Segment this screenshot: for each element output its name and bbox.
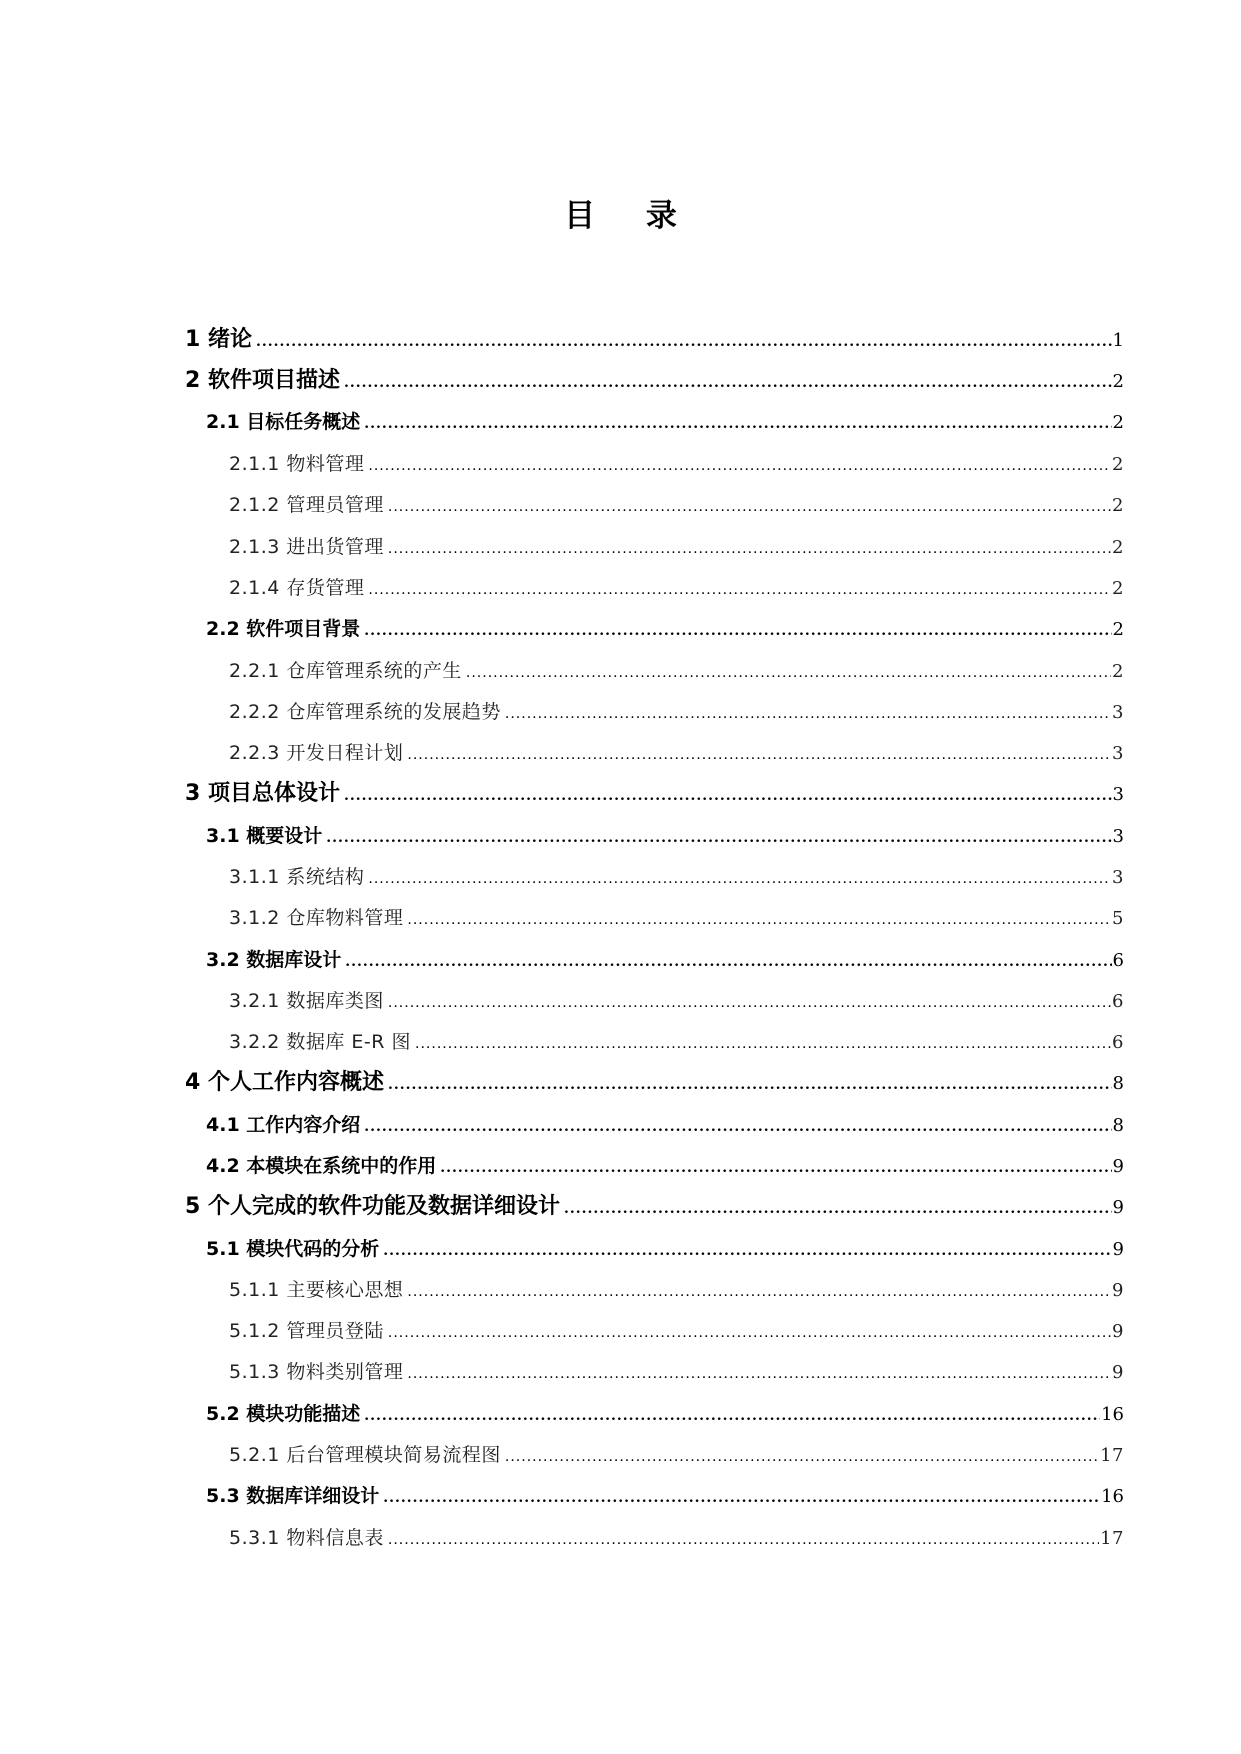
toc-dot-leader — [440, 1153, 1111, 1183]
toc-dot-leader — [388, 492, 1111, 522]
toc-page-number: 16 — [1101, 1486, 1124, 1507]
toc-entry-level-3[interactable] — [229, 573, 1124, 603]
toc-page-number: 2 — [1112, 412, 1124, 433]
toc-dot-leader — [415, 1029, 1111, 1059]
toc-entry-label: 2.1 目标任务概述 — [206, 411, 361, 433]
toc-dot-leader — [364, 616, 1111, 646]
toc-entry-label: 2.1.1 物料管理 — [229, 453, 365, 475]
toc-dot-leader — [364, 409, 1111, 439]
toc-dot-leader — [388, 1318, 1111, 1348]
toc-entry-level-1[interactable] — [185, 779, 1124, 809]
toc-entry-label: 4 个人工作内容概述 — [185, 1070, 384, 1095]
toc-dot-leader — [326, 823, 1111, 853]
toc-page-number: 8 — [1112, 1073, 1124, 1094]
toc-entry-label: 5.1 模块代码的分析 — [206, 1238, 380, 1260]
toc-entry-level-1[interactable] — [185, 366, 1124, 396]
toc-page-number: 2 — [1112, 661, 1124, 682]
toc-entry-label: 3.1.2 仓库物料管理 — [229, 907, 404, 929]
toc-page-number: 9 — [1112, 1239, 1124, 1260]
toc-dot-leader — [383, 1236, 1111, 1266]
toc-entry-level-3[interactable] — [229, 1523, 1124, 1553]
toc-page-number: 2 — [1112, 619, 1124, 640]
toc-entry-level-2[interactable] — [206, 821, 1124, 851]
toc-dot-leader — [368, 864, 1111, 894]
toc-entry-level-3[interactable] — [229, 449, 1124, 479]
toc-entry-label: 2.2.2 仓库管理系统的发展趋势 — [229, 701, 501, 723]
toc-entry-level-3[interactable] — [229, 697, 1124, 727]
toc-dot-leader — [388, 1525, 1099, 1555]
toc-entry-level-1[interactable] — [185, 1192, 1124, 1222]
toc-entry-label: 5.2 模块功能描述 — [206, 1403, 361, 1425]
toc-page-number: 9 — [1112, 1280, 1124, 1301]
toc-page-number: 9 — [1112, 1362, 1124, 1383]
toc-entry-level-2[interactable] — [206, 1481, 1124, 1511]
toc-dot-leader — [364, 1112, 1111, 1142]
toc-dot-leader — [407, 1359, 1111, 1389]
toc-page-number: 5 — [1112, 908, 1124, 929]
toc-entry-label: 2.1.2 管理员管理 — [229, 494, 384, 516]
toc-entry-level-3[interactable] — [229, 1027, 1124, 1057]
toc-page-number: 1 — [1112, 330, 1124, 351]
toc-entry-label: 2.2.3 开发日程计划 — [229, 742, 404, 764]
toc-entry-label: 5.3 数据库详细设计 — [206, 1485, 380, 1507]
toc-page-number: 2 — [1112, 578, 1124, 599]
toc-entry-level-2[interactable] — [206, 1399, 1124, 1429]
toc-entry-label: 3.2 数据库设计 — [206, 949, 342, 971]
toc-entry-level-3[interactable] — [229, 656, 1124, 686]
toc-entry-level-3[interactable] — [229, 903, 1124, 933]
toc-entry-level-3[interactable] — [229, 986, 1124, 1016]
toc-page-number: 8 — [1112, 1115, 1124, 1136]
toc-page-number: 2 — [1112, 537, 1124, 558]
toc-entry-level-3[interactable] — [229, 862, 1124, 892]
toc-dot-leader — [345, 947, 1111, 977]
toc-page-number: 6 — [1112, 950, 1124, 971]
toc-entry-level-1[interactable] — [185, 325, 1124, 355]
toc-page-number: 2 — [1112, 454, 1124, 475]
toc-entry-level-3[interactable] — [229, 1440, 1124, 1470]
toc-dot-leader — [407, 905, 1111, 935]
toc-dot-leader — [368, 575, 1111, 605]
toc-entry-label: 3.2.1 数据库类图 — [229, 990, 384, 1012]
toc-entry-label: 1 绪论 — [185, 327, 252, 352]
toc-entry-level-2[interactable] — [206, 1151, 1124, 1181]
toc-entry-level-3[interactable] — [229, 532, 1124, 562]
toc-entry-label: 5.3.1 物料信息表 — [229, 1527, 384, 1549]
toc-page-number: 16 — [1101, 1404, 1124, 1425]
toc-entry-level-3[interactable] — [229, 1275, 1124, 1305]
toc-dot-leader — [388, 534, 1111, 564]
toc-entry-level-2[interactable] — [206, 1234, 1124, 1264]
toc-entry-label: 4.2 本模块在系统中的作用 — [206, 1155, 437, 1177]
toc-entry-label: 5.1.3 物料类别管理 — [229, 1361, 404, 1383]
toc-page-number: 2 — [1112, 495, 1124, 516]
toc-entry-level-2[interactable] — [206, 614, 1124, 644]
toc-dot-leader — [388, 1070, 1112, 1100]
toc-page-number: 2 — [1112, 371, 1124, 392]
toc-entry-level-2[interactable] — [206, 1110, 1124, 1140]
toc-page-number: 6 — [1112, 1032, 1124, 1053]
toc-entry-label: 3 项目总体设计 — [185, 781, 340, 806]
toc-dot-leader — [564, 1194, 1112, 1224]
toc-entry-level-3[interactable] — [229, 1316, 1124, 1346]
toc-entry-label: 5.1.1 主要核心思想 — [229, 1279, 404, 1301]
toc-page-number: 3 — [1112, 867, 1124, 888]
toc-dot-leader — [344, 781, 1112, 811]
toc-dot-leader — [256, 327, 1112, 357]
toc-dot-leader — [388, 988, 1111, 1018]
toc-page-number: 3 — [1112, 826, 1124, 847]
toc-entry-label: 5 个人完成的软件功能及数据详细设计 — [185, 1194, 560, 1219]
toc-dot-leader — [364, 1401, 1100, 1431]
toc-entry-label: 2.1.4 存货管理 — [229, 577, 365, 599]
toc-entry-label: 3.1.1 系统结构 — [229, 866, 365, 888]
toc-entry-label: 4.1 工作内容介绍 — [206, 1114, 361, 1136]
toc-page-number: 3 — [1112, 702, 1124, 723]
toc-page-number: 9 — [1112, 1321, 1124, 1342]
toc-entry-level-3[interactable] — [229, 490, 1124, 520]
toc-entry-level-3[interactable] — [229, 1357, 1124, 1387]
toc-entry-label: 5.2.1 后台管理模块简易流程图 — [229, 1444, 501, 1466]
toc-entry-label: 2.1.3 进出货管理 — [229, 536, 384, 558]
toc-dot-leader — [466, 658, 1111, 688]
toc-dot-leader — [407, 1277, 1111, 1307]
toc-page-number: 3 — [1112, 784, 1124, 805]
toc-entry-label: 3.1 概要设计 — [206, 825, 323, 847]
page-title: 目 录 — [564, 198, 697, 234]
toc-entry-label: 5.1.2 管理员登陆 — [229, 1320, 384, 1342]
toc-entry-level-3[interactable] — [229, 738, 1124, 768]
toc-entry-label: 2.2.1 仓库管理系统的产生 — [229, 660, 462, 682]
toc-page-number: 9 — [1112, 1156, 1124, 1177]
toc-entry-level-1[interactable] — [185, 1068, 1124, 1098]
toc-dot-leader — [407, 740, 1111, 770]
toc-page-number: 9 — [1112, 1197, 1124, 1218]
toc-entry-label: 2.2 软件项目背景 — [206, 618, 361, 640]
toc-page-number: 17 — [1100, 1445, 1124, 1466]
toc-dot-leader — [344, 368, 1112, 398]
toc-entry-level-2[interactable] — [206, 945, 1124, 975]
toc-entry-label: 3.2.2 数据库 E-R 图 — [229, 1031, 412, 1053]
toc-entry-level-2[interactable] — [206, 407, 1124, 437]
toc-page-number: 3 — [1112, 743, 1124, 764]
toc-entry-label: 2 软件项目描述 — [185, 368, 340, 393]
toc-page-number: 17 — [1100, 1528, 1124, 1549]
toc-dot-leader — [505, 699, 1111, 729]
toc-dot-leader — [383, 1483, 1100, 1513]
toc-dot-leader — [505, 1442, 1099, 1472]
toc-page-number: 6 — [1112, 991, 1124, 1012]
toc-dot-leader — [368, 451, 1111, 481]
